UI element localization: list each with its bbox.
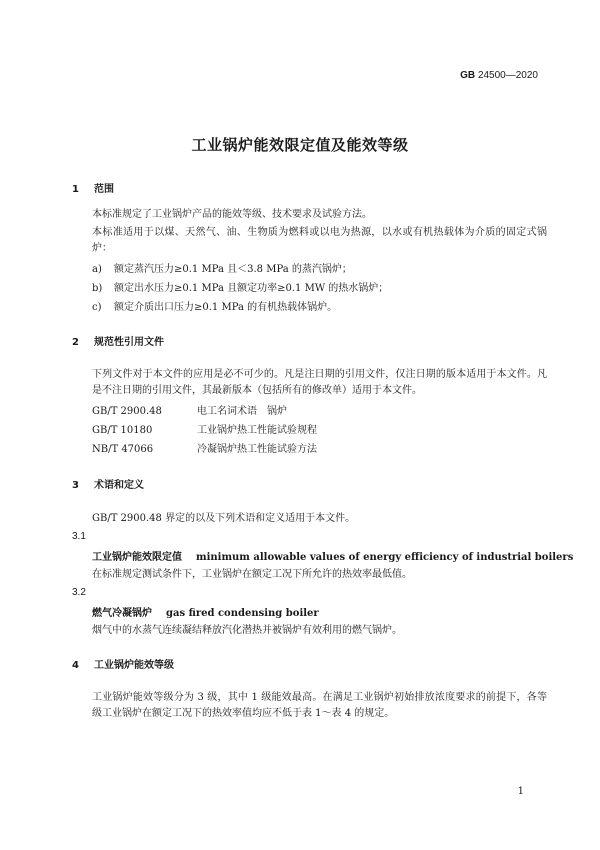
list-item-text: 额定蒸汽压力≥0.1 MPa 且＜3.8 MPa 的蒸汽锅炉； (114, 264, 352, 275)
term-definition: 在标准规定测试条件下，工业锅炉在额定工况下所允许的热效率最低值。 (92, 569, 412, 580)
section-number: 2 (72, 337, 79, 348)
term-number: 3.1 (72, 531, 86, 542)
reference-code: GB/T 2900.48 (92, 406, 162, 417)
section-number: 3 (72, 480, 79, 491)
section-number: 4 (72, 660, 79, 671)
reference-title: 工业锅炉热工性能试验规程 (197, 425, 317, 436)
section-title: 工业锅炉能效等级 (94, 660, 174, 671)
term-chinese: 燃气冷凝锅炉 (92, 608, 152, 619)
reference-code: NB/T 47066 (92, 444, 154, 455)
section-2-heading (72, 333, 164, 348)
document-title: 工业锅炉能效限定值及能效等级 (191, 136, 409, 154)
list-item-text: 额定出水压力≥0.1 MPa 且额定功率≥0.1 MW 的热水锅炉； (114, 283, 389, 294)
reference-item (92, 423, 317, 439)
term-heading (92, 548, 573, 563)
paragraph: 下列文件对于本文件的应用是必不可少的。凡是注日期的引用文件，仅注日期的版本适用于本文件。凡是不注日期的引用文件，其最新版本（包括所有的修改单）适用于本文件。 (92, 369, 547, 396)
paragraph: GB/T 2900.48 界定的以及下列术语和定义适用于本文件。 (92, 513, 356, 524)
term-definition: 烟气中的水蒸气连续凝结释放汽化潜热并被锅炉有效利用的燃气锅炉。 (92, 625, 402, 636)
page-number: 1 (517, 786, 524, 797)
section-title: 术语和定义 (94, 480, 144, 491)
list-item (92, 262, 352, 278)
term-chinese: 工业锅炉能效限定值 (92, 552, 182, 563)
term-number: 3.2 (72, 587, 86, 598)
reference-code: GB/T 10180 (92, 425, 153, 436)
term-english: gas fired condensing boiler (166, 608, 319, 619)
section-3-heading (72, 476, 144, 491)
section-title: 范围 (94, 184, 114, 195)
standard-number: 24500—2020 (477, 70, 538, 81)
paragraph: 本标准适用于以煤、天然气、油、生物质为燃料或以电为热源，以水或有机热载体为介质的固定式锅炉： (92, 227, 547, 254)
paragraph: 工业锅炉能效等级分为 3 级，其中 1 级能效最高。在满足工业锅炉初始排放浓度要求的前提下，各等级工业锅炉在额定工况下的热效率值均应不低于表 1～表 4 的规定。 (92, 692, 547, 719)
term-heading (92, 604, 319, 619)
list-item (92, 281, 388, 297)
list-item (92, 300, 337, 316)
reference-title: 电工名词术语 锅炉 (197, 406, 287, 417)
standard-code (460, 70, 538, 81)
list-marker: b) (92, 283, 103, 294)
section-1-heading (72, 180, 114, 195)
term-english: minimum allowable values of energy efficiency of industrial boilers (196, 552, 574, 563)
list-marker: c) (92, 302, 102, 313)
paragraph: 本标准规定了工业锅炉产品的能效等级、技术要求及试验方法。 (92, 209, 372, 220)
section-4-heading (72, 656, 174, 671)
reference-item (92, 442, 317, 458)
list-item-text: 额定介质出口压力≥0.1 MPa 的有机热载体锅炉。 (114, 302, 338, 313)
section-title: 规范性引用文件 (94, 337, 164, 348)
standard-prefix: GB (460, 70, 476, 81)
section-number: 1 (72, 184, 79, 195)
reference-item (92, 404, 287, 420)
list-marker: a) (92, 264, 102, 275)
reference-title: 冷凝锅炉热工性能试验方法 (197, 444, 317, 455)
